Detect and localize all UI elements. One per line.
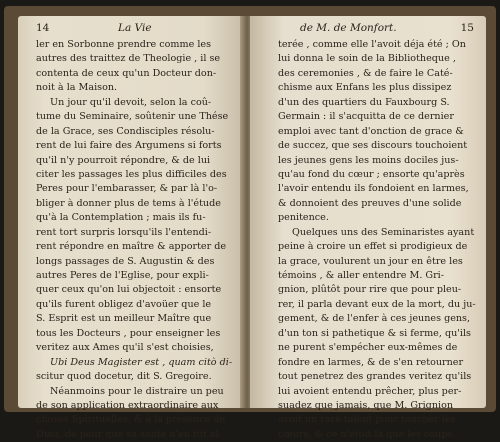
running-head: de M. de Monfort. — [300, 22, 397, 34]
page-number: 14 — [36, 22, 50, 34]
text-line: de son application extraordinaire aux — [36, 399, 219, 411]
text-line: penitence. — [278, 212, 329, 224]
right-page-text — [278, 38, 476, 442]
text-line: Quelques uns des Seminaristes ayant — [292, 226, 475, 238]
text-line: chisme aux Enfans les plus dissipez — [278, 82, 452, 94]
text-line: d'un ton si pathetique & si ferme, qu'ils — [278, 327, 471, 339]
left-page — [18, 16, 244, 440]
text-line: Ubi Deus Magister est , quam citò di- — [50, 356, 233, 368]
text-line: contenta de ceux qu'un Docteur don- — [36, 67, 217, 79]
text-line: gement, & de l'enfer à ces jeunes gens, — [278, 313, 471, 325]
text-line: témoins , & aller entendre M. Gri- — [278, 270, 444, 281]
text-line: & donnoient des preuves d'une solide — [278, 197, 462, 209]
text-line: tout penetrez des grandes veritez qu'ils — [278, 371, 472, 383]
text-line: terée , comme elle l'avoit déja été ; On — [278, 39, 466, 50]
left-page-header — [18, 22, 244, 36]
text-line: Peres pour l'embarasser, & par là l'o- — [36, 183, 218, 195]
text-line: d'un des quartiers du Fauxbourg S. — [278, 96, 450, 108]
text-line: des ceremonies , & de faire le Caté- — [278, 67, 453, 79]
text-line: les jeunes gens les moins dociles jus- — [278, 154, 459, 166]
text-line: ler en Sorbonne prendre comme les — [36, 39, 212, 50]
text-line: gnion, plûtôt pour rire que pour pleu- — [278, 284, 462, 296]
text-line: longs passages de S. Augustin & des — [36, 255, 215, 267]
text-line: cœurs, & ce n'étoit là que les coups — [278, 428, 453, 440]
text-line: rent répondre en maître & apporter de — [36, 241, 227, 253]
text-line: qu'à la Contemplation ; mais ils fu- — [36, 212, 206, 224]
text-line: l'avoir entendu ils fondoient en larmes, — [278, 183, 469, 195]
text-line: choses Spirituelles, & à la présence de — [36, 414, 226, 426]
left-page-text — [36, 38, 232, 442]
text-line: Néanmoins pour le distraire un peu — [50, 385, 224, 397]
text-line: qu'au fond du cœur ; ensorte qu'après — [278, 168, 465, 180]
text-line: Dieu, de peur que sa santé n'en fût al- — [36, 428, 222, 440]
text-line: noit à la Maison. — [36, 82, 118, 94]
text-line: suadez que jamais, que M. Grignion — [278, 399, 454, 411]
text-line: avoit un rare talent pour toucher les — [278, 414, 456, 426]
page-number: 15 — [460, 22, 474, 34]
text-line: Germain : il s'acquitta de ce dernier — [278, 111, 454, 123]
text-line: fondre en larmes, & de s'en retourner — [278, 356, 464, 368]
text-line: veritez aux Ames qu'il s'est choisies, — [36, 342, 214, 354]
text-line: rent de lui faire des Argumens si forts — [36, 140, 222, 152]
text-line: autres Peres de l'Eglise, pour expli- — [36, 270, 209, 281]
open-book — [4, 6, 496, 440]
text-line: tume du Seminaire, soûtenir une Thése — [36, 111, 229, 123]
running-head: La Vie — [118, 22, 152, 34]
text-line: peine à croire un effet si prodigieux de — [278, 241, 468, 253]
right-page-header — [250, 22, 486, 36]
text-line: emploi avec tant d'onction de grace & — [278, 125, 464, 137]
text-line: rent tort surpris lorsqu'ils l'entendi- — [36, 226, 212, 238]
text-line: rer, il parla devant eux de la mort, du ju- — [278, 298, 476, 310]
text-line: bliger à donner plus de tems à l'étude — [36, 197, 221, 209]
text-line: quer ceux qu'on lui objectoit : ensorte — [36, 284, 222, 296]
text-line: Un jour qu'il devoit, selon la coû- — [50, 96, 212, 108]
text-line: S. Esprit est un meilleur Maître que — [36, 313, 212, 325]
text-line: de la Grace, ses Condisciples résolu- — [36, 125, 215, 137]
text-line: qu'ils furent obligez d'avoüer que le — [36, 298, 212, 310]
text-line: de succez, que ses discours touchoient — [278, 140, 468, 152]
text-line: autres des traittez de Theologie , il se — [36, 53, 221, 65]
text-line: ne purent s'empécher eux-mêmes de — [278, 342, 458, 354]
right-page — [250, 16, 486, 440]
text-line: citer les passages les plus difficiles des — [36, 168, 227, 180]
text-line: tous les Docteurs , pour enseigner les — [36, 327, 221, 339]
text-line: lui donna le soin de la Bibliotheque , — [278, 53, 456, 65]
text-line: la grace, voulurent un jour en être les — [278, 255, 463, 267]
text-line: qu'il n'y pourroit répondre, & de lui — [36, 154, 211, 166]
text-line: scitur quod docetur, dit S. Gregoire. — [36, 371, 212, 383]
text-line: lui avoient entendu prêcher, plus per- — [278, 385, 462, 397]
